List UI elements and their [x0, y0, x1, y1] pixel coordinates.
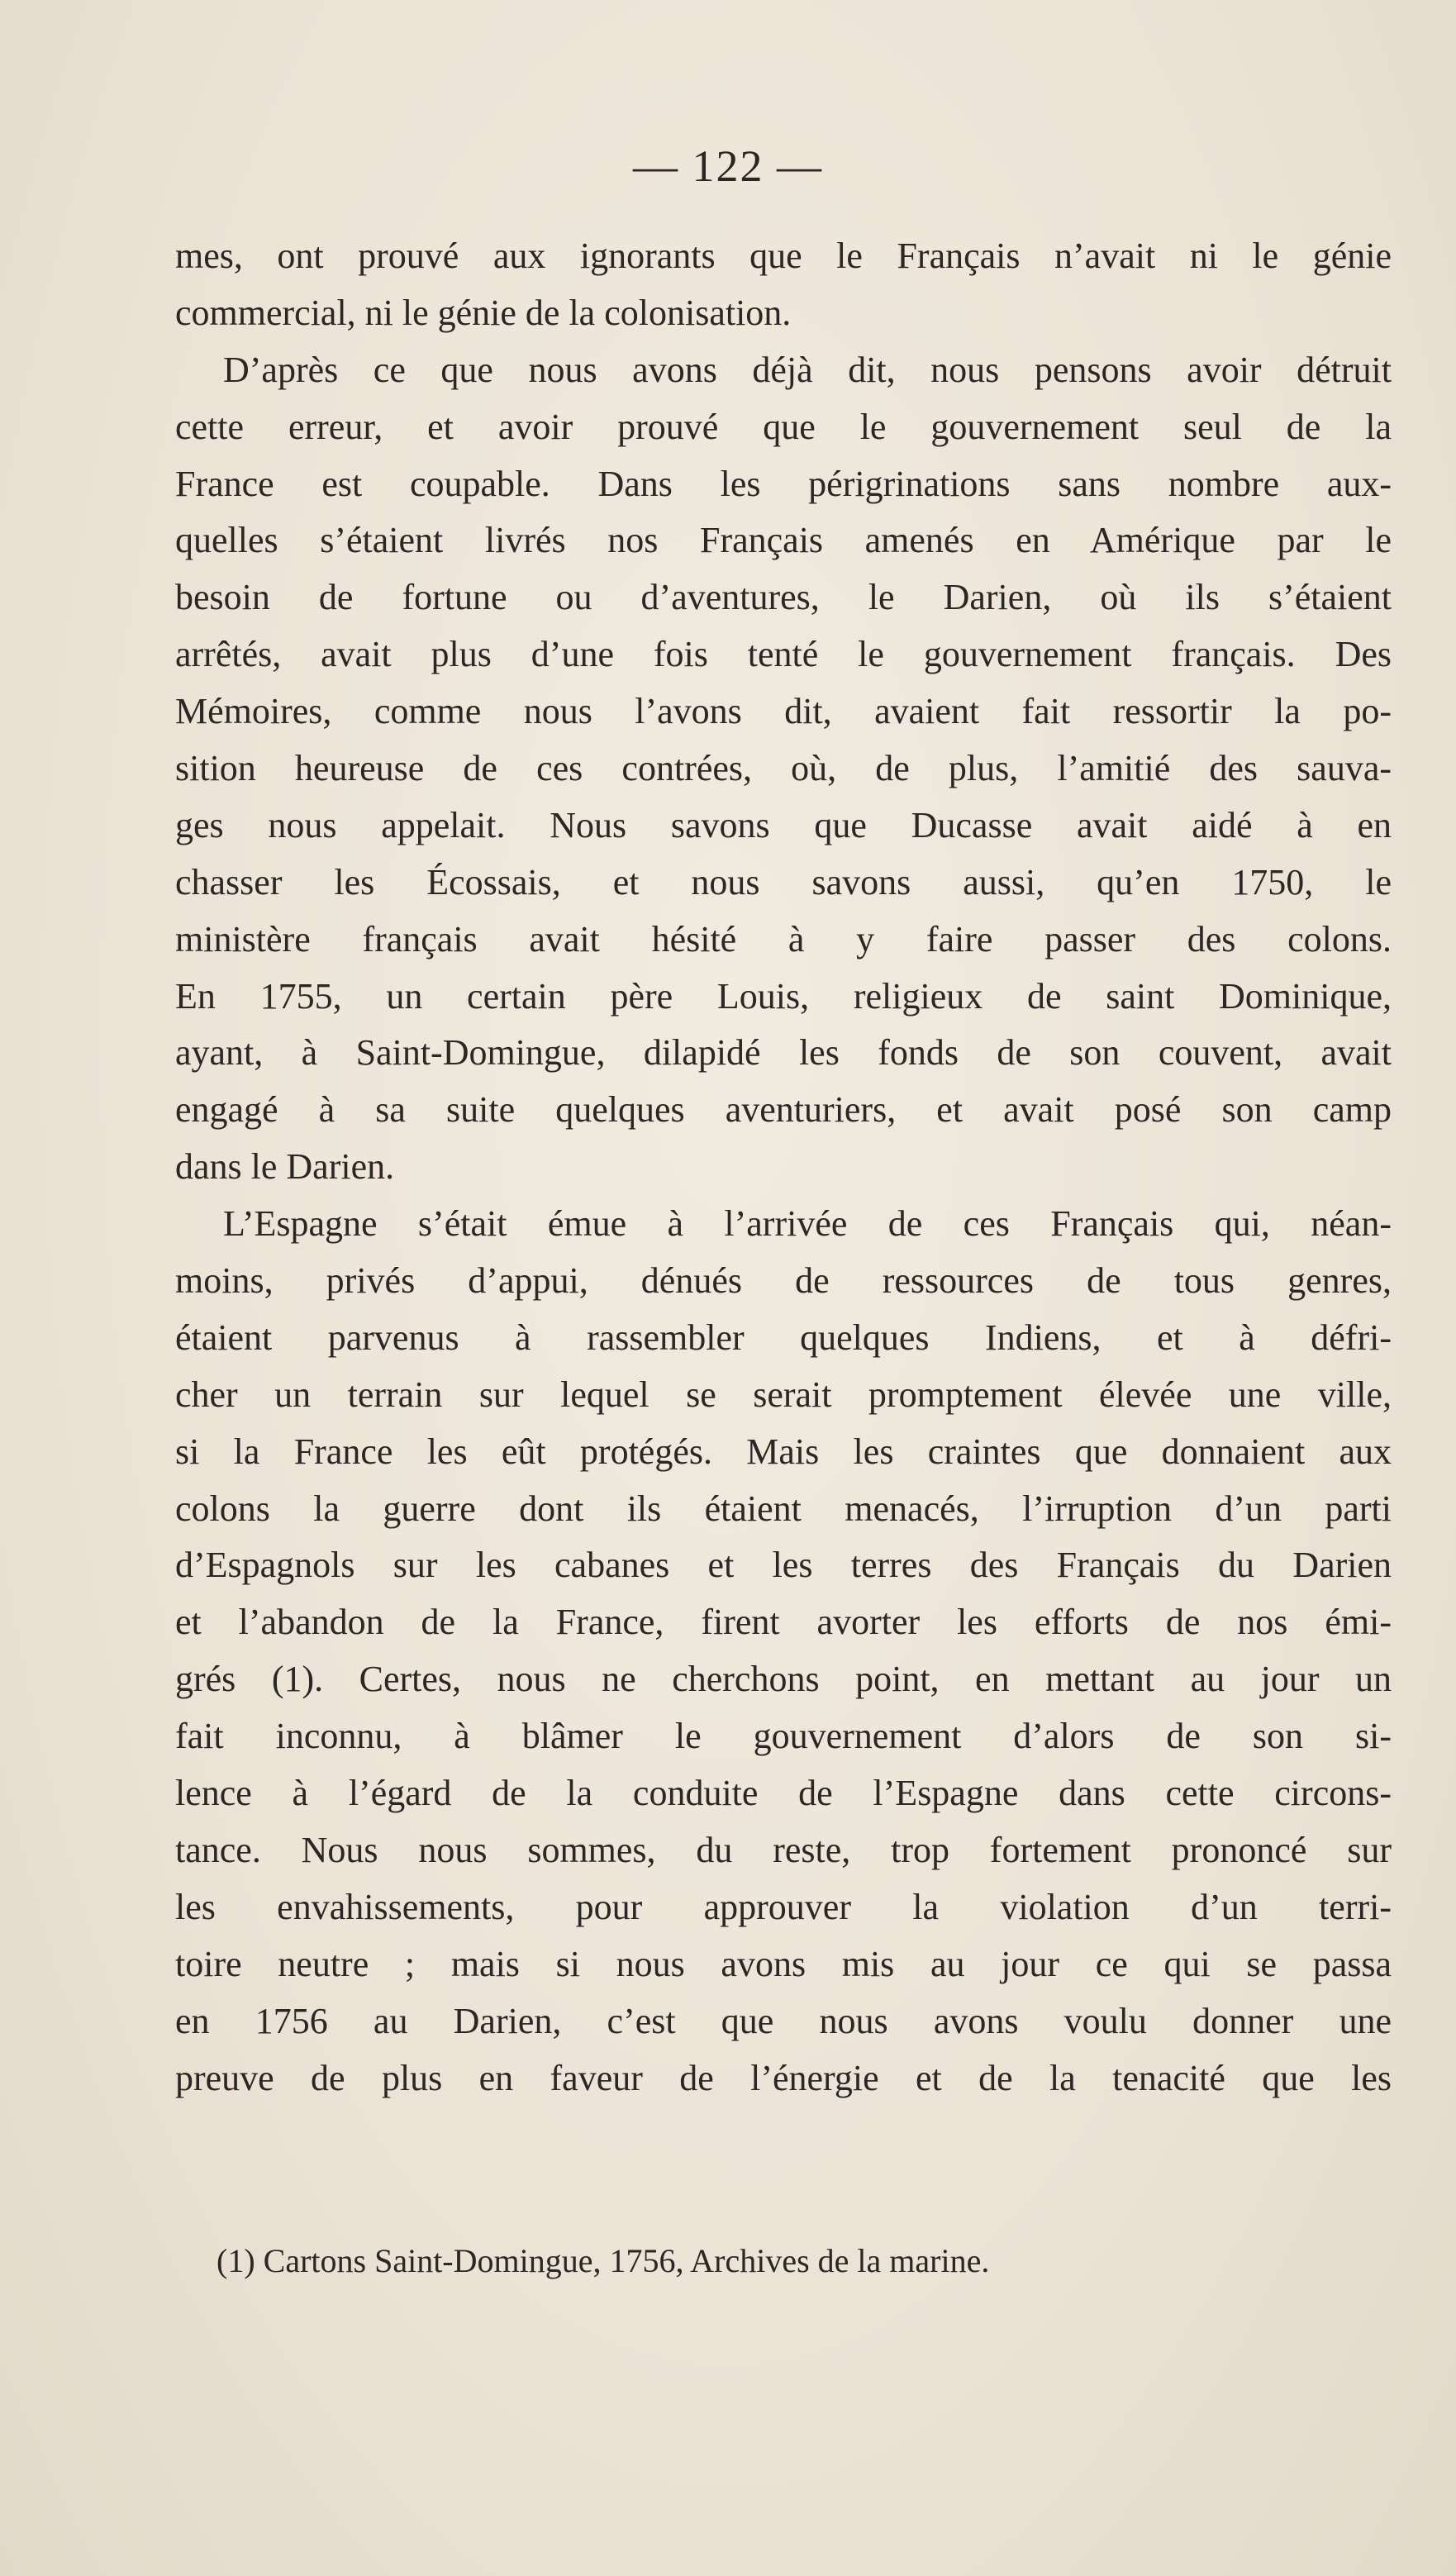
- text-line: chasser les Écossais, et nous savons aussi, qu’en 1750, le: [175, 861, 1392, 902]
- text-line: ayant, à Saint-Domingue, dilapidé les fonds de son couvent, avait: [175, 1032, 1392, 1074]
- text-line: étaient parvenus à rassembler quelques Indiens, et à défri-: [175, 1317, 1392, 1358]
- body-text: [175, 228, 1392, 2107]
- text-line: Mémoires, comme nous l’avons dit, avaient fait ressortir la po-: [175, 691, 1392, 732]
- text-line: en 1756 au Darien, c’est que nous avons voulu donner une: [175, 2000, 1392, 2041]
- text-line: mes, ont prouvé aux ignorants que le Français n’avait ni le génie: [175, 236, 1392, 276]
- text-line: les envahissements, pour approuver la violation d’un terri-: [175, 1886, 1392, 1927]
- text-line: moins, privés d’appui, dénués de ressources de tous genres,: [175, 1260, 1392, 1302]
- text-line: quelles s’étaient livrés nos Français amenés en Amérique par le: [175, 520, 1392, 561]
- text-line: sition heureuse de ces contrées, où, de plus, l’amitié des sauva-: [175, 748, 1392, 789]
- text-line: besoin de fortune ou d’aventures, le Darien, où ils s’étaient: [175, 577, 1392, 618]
- text-line: engagé à sa suite quelques aventuriers, et avait posé son camp: [175, 1089, 1392, 1131]
- text-line: ges nous appelait. Nous savons que Ducasse avait aidé à en: [175, 804, 1392, 845]
- text-line: dans le Darien.: [175, 1146, 395, 1188]
- text-line: si la France les eût protégés. Mais les craintes que donnaient aux: [175, 1431, 1392, 1472]
- text-line: d’Espagnols sur les cabanes et les terres des Français du Darien: [175, 1545, 1392, 1586]
- text-line: preuve de plus en faveur de l’énergie et de la tenacité que les: [175, 2057, 1392, 2098]
- text-line: En 1755, un certain père Louis, religieux de saint Dominique,: [175, 975, 1392, 1017]
- text-line: lence à l’égard de la conduite de l’Espagne dans cette circons-: [175, 1773, 1392, 1814]
- text-line: grés (1). Certes, nous ne cherchons point, en mettant au jour un: [175, 1659, 1392, 1700]
- page-number: — 122 —: [633, 141, 823, 191]
- text-line: L’Espagne s’était émue à l’arrivée de ces Français qui, néan-: [223, 1203, 1392, 1245]
- text-line: cher un terrain sur lequel se serait promptement élevée une ville,: [175, 1374, 1392, 1415]
- text-line: D’après ce que nous avons déjà dit, nous pensons avoir détruit: [223, 349, 1392, 390]
- footnote: (1) Cartons Saint-Domingue, 1756, Archives de la marine.: [216, 2242, 990, 2279]
- text-line: ministère français avait hésité à y faire passer des colons.: [175, 918, 1392, 959]
- text-line: cette erreur, et avoir prouvé que le gouvernement seul de la: [175, 406, 1392, 447]
- text-line: France est coupable. Dans les périgrinations sans nombre aux-: [175, 463, 1392, 504]
- text-line: tance. Nous nous sommes, du reste, trop fortement prononcé sur: [175, 1829, 1392, 1870]
- text-line: colons la guerre dont ils étaient menacés, l’irruption d’un parti: [175, 1488, 1392, 1529]
- text-line: et l’abandon de la France, firent avorter les efforts de nos émi-: [175, 1602, 1392, 1643]
- text-line: toire neutre ; mais si nous avons mis au jour ce qui se passa: [175, 1943, 1392, 1984]
- text-line: fait inconnu, à blâmer le gouvernement d’alors de son si-: [175, 1716, 1392, 1757]
- text-line: arrêtés, avait plus d’une fois tenté le gouvernement français. Des: [175, 634, 1392, 675]
- text-line: commercial, ni le génie de la colonisation.: [175, 292, 792, 333]
